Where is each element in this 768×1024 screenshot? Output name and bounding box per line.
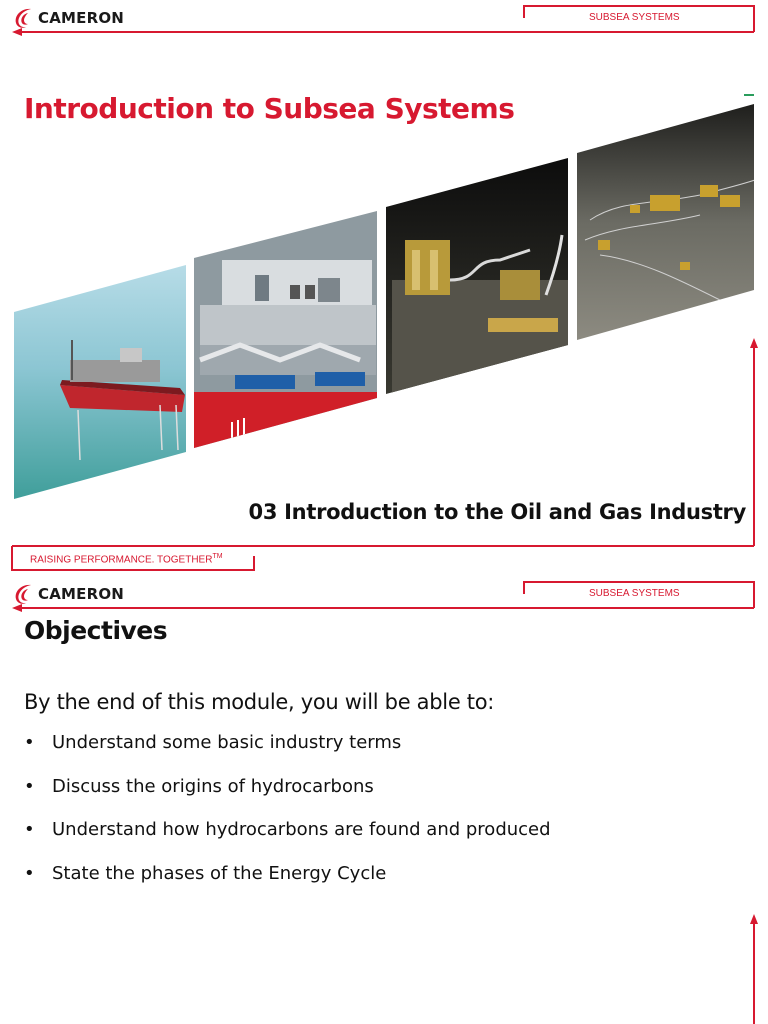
objectives-lead: By the end of this module, you will be able to: <box>24 690 495 714</box>
footer-tagline-text: RAISING PERFORMANCE. TOGETHER <box>30 554 213 566</box>
list-item <box>24 776 551 820</box>
logo-wordmark: CAMERON <box>38 585 125 603</box>
cameron-swoosh-icon <box>12 582 36 606</box>
subsea-field-layout-image <box>577 100 755 345</box>
section-tag: SUBSEA SYSTEMS <box>589 12 680 23</box>
logo-wordmark: CAMERON <box>38 9 125 27</box>
bullet-icon: • <box>24 732 35 753</box>
list-item-text: Understand some basic industry terms <box>52 732 402 753</box>
list-item <box>24 863 551 907</box>
list-item-text: Discuss the origins of hydrocarbons <box>52 775 374 797</box>
list-item-text: State the phases of the Energy Cycle <box>52 862 387 884</box>
bullet-icon: • <box>24 819 35 840</box>
bullet-icon: • <box>24 862 35 884</box>
list-item <box>24 732 551 776</box>
footer-tagline <box>30 553 223 565</box>
list-item-text: Understand how hydrocarbons are found and produced <box>52 819 551 840</box>
cameron-logo <box>12 582 124 606</box>
trademark-mark: TM <box>212 553 223 560</box>
topside-module-image <box>194 205 378 452</box>
objectives-list <box>24 732 551 906</box>
slide-title: Introduction to Subsea Systems <box>24 92 515 125</box>
module-subtitle: 03 Introduction to the Oil and Gas Industry <box>248 500 746 524</box>
slide-title: Objectives <box>24 616 168 645</box>
list-item <box>24 819 551 863</box>
objectives-slide <box>0 576 768 1024</box>
bullet-icon: • <box>24 775 35 797</box>
subsea-manifold-image <box>386 155 570 400</box>
fpso-vessel-image <box>14 260 186 500</box>
section-tag: SUBSEA SYSTEMS <box>589 588 680 599</box>
